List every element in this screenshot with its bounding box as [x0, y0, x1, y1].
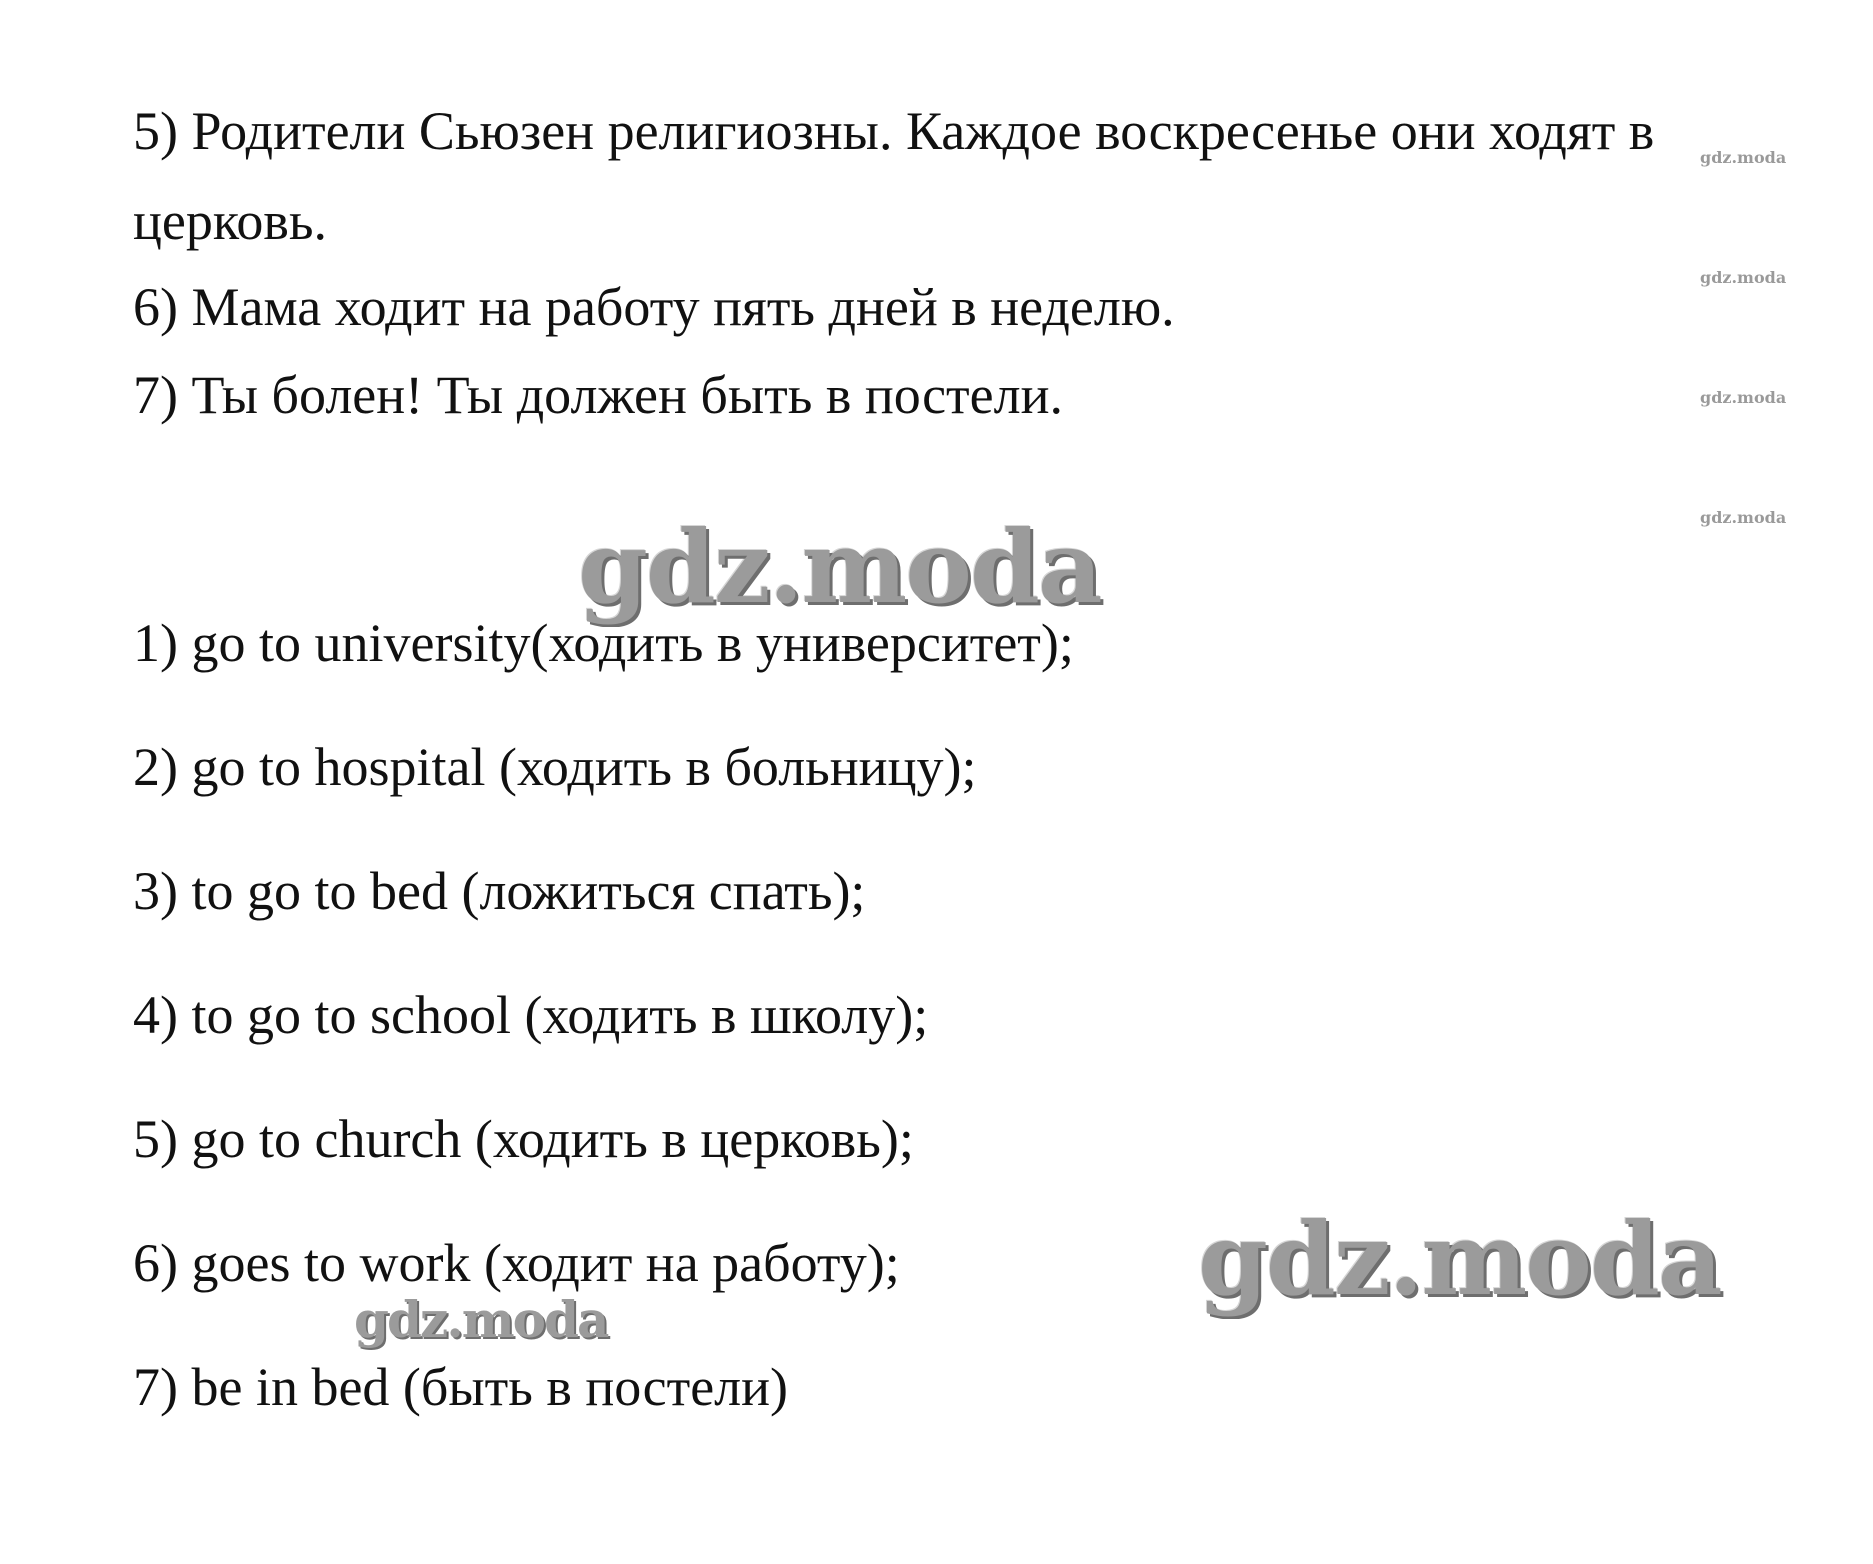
watermark-large: gdz.moda [578, 508, 1101, 626]
translation-line-5: 5) Родители Сьюзен религиозны. Каждое воскресенье они ходят в [133, 101, 1655, 161]
answer-line-7: 7) be in bed (быть в постели) [133, 1357, 788, 1417]
answer-line-6: 6) goes to work (ходит на работу); [133, 1233, 900, 1293]
translation-line-7: 7) Ты болен! Ты должен быть в постели. [133, 365, 1063, 425]
watermark-small: gdz.moda [1700, 388, 1787, 407]
watermark-small: gdz.moda [1700, 508, 1787, 527]
translation-line-5-continued: церковь. [133, 191, 327, 251]
answer-line-5: 5) go to church (ходить в церковь); [133, 1109, 914, 1169]
translation-line-6: 6) Мама ходит на работу пять дней в неделю. [133, 277, 1175, 337]
watermark-small: gdz.moda [1700, 268, 1787, 287]
answer-line-2: 2) go to hospital (ходить в больницу); [133, 737, 977, 797]
watermark-small: gdz.moda [1700, 148, 1787, 167]
answer-line-3: 3) to go to bed (ложиться спать); [133, 861, 866, 921]
watermark-medium: gdz.moda [354, 1290, 608, 1349]
watermark-large: gdz.moda [1198, 1200, 1721, 1318]
answer-line-1: 1) go to university(ходить в университет); [133, 613, 1074, 673]
answer-line-4: 4) to go to school (ходить в школу); [133, 985, 929, 1045]
